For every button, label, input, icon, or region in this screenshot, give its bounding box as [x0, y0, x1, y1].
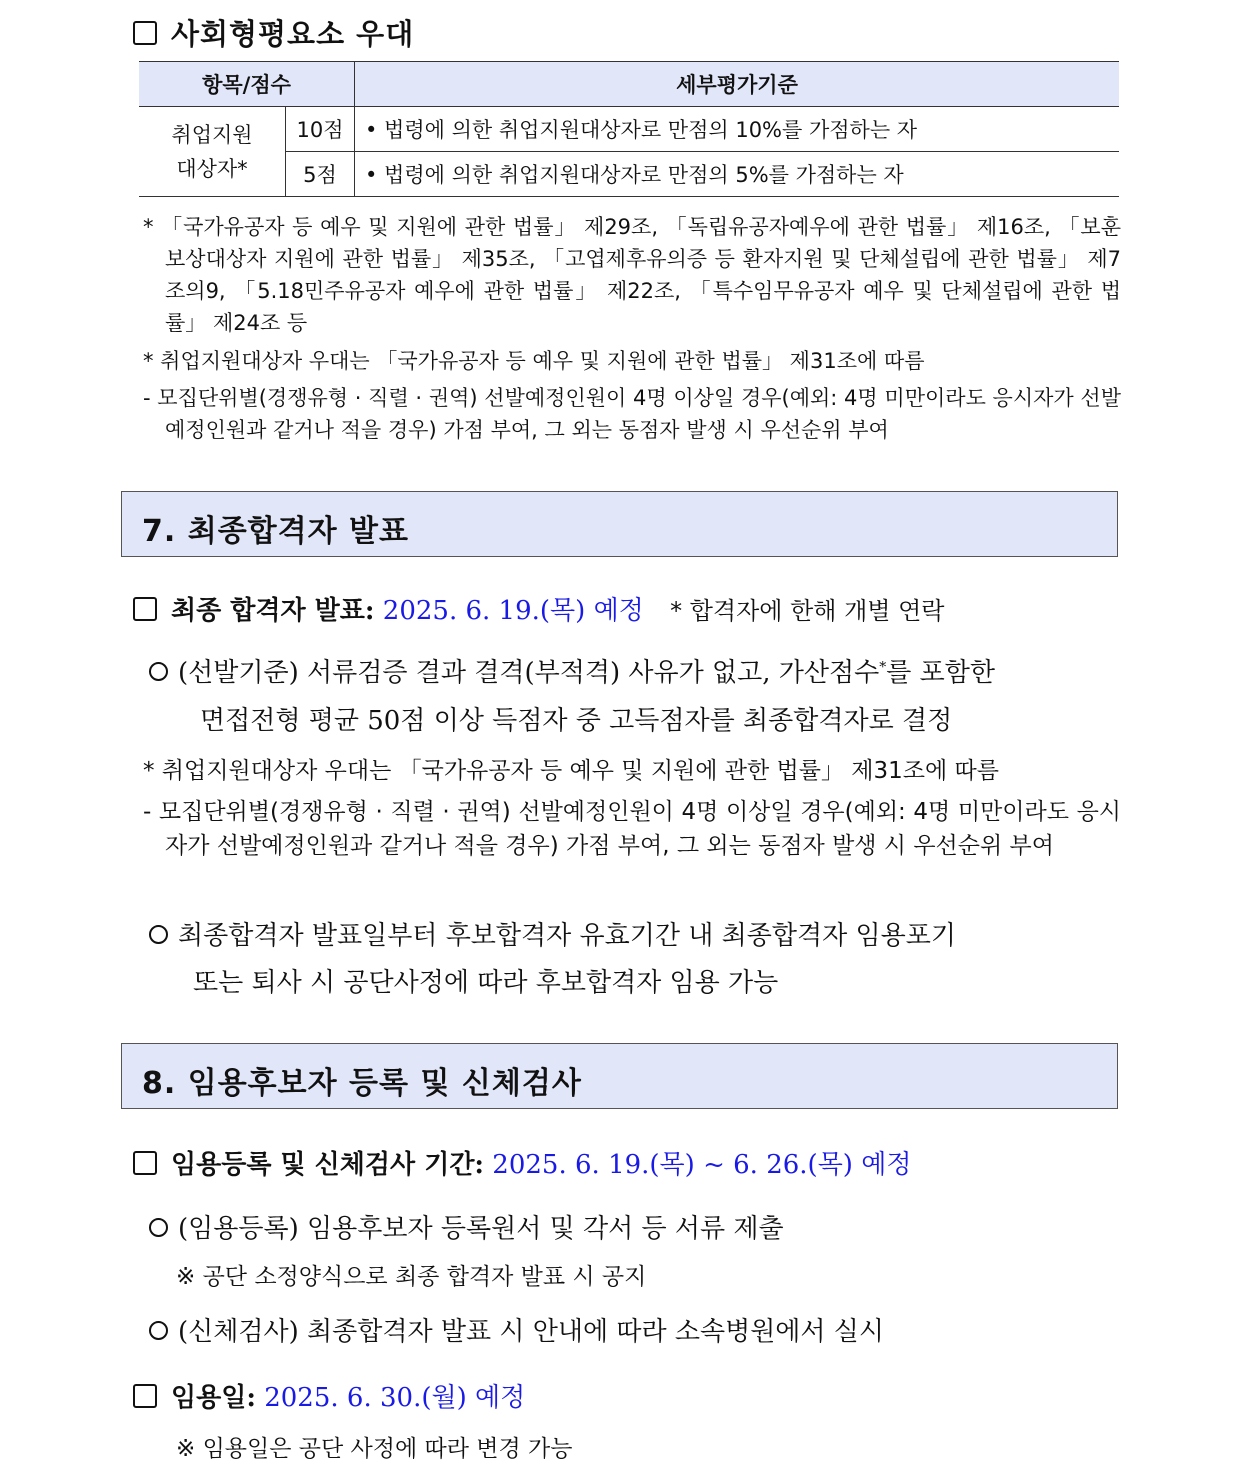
selection-criteria-line2: 면접전형 평균 50점 이상 득점자 중 고득점자를 최종합격자로 결정	[200, 706, 953, 736]
registration-line: (임용등록) 임용후보자 등록원서 및 각서 등 서류 제출	[149, 1208, 784, 1245]
reserve-line: 최종합격자 발표일부터 후보합격자 유효기간 내 최종합격자 임용포기	[149, 915, 956, 952]
bonus-rule-note: - 모집단위별(경쟁유형 · 직렬 · 권역) 선발예정인원이 4명 이상일 경우(예외: 4명 미만이라도 응시자가 선발예정인원과 같거나 적을 경우) 가점 부여, 그 외는 동점자 발생 시 우선순위 부여	[143, 386, 1121, 442]
criteria-table	[139, 61, 1119, 197]
preference-footnote: * 취업지원대상자 우대는 「국가유공자 등 예우 및 지원에 관한 법률」 제31조에 따름	[143, 349, 925, 373]
law-footnote: * 「국가유공자 등 예우 및 지원에 관한 법률」 제29조, 「독립유공자예우에 관한 법률」 제16조, 「보훈보상대상자 지원에 관한 법률」 제35조, 「고엽제후유의증 등 환자지원 및 단체설립에 관한 법률」 제7조의9, 「5.18민주유공자 예우에 관한 법률」 제22조, 「특수임무유공자 예우 및 단체설립에 관한 법률」 제24조 등	[143, 215, 1121, 335]
bonus-rule-note: - 모집단위별(경쟁유형 · 직렬 · 권역) 선발예정인원이 4명 이상일 경우(예외: 4명 미만이라도 응시자가 선발예정인원과 같거나 적을 경우) 가점 부여, 그 외는 동점자 발생 시 우선순위 부여	[143, 799, 1121, 859]
section-7-title: 7. 최종합격자 발표	[142, 514, 410, 549]
score-cell: 10점	[286, 107, 355, 152]
circle-bullet-icon	[149, 1321, 168, 1340]
announce-date: 2025. 6. 19.(목) 예정	[382, 596, 644, 626]
checkbox-square-icon	[133, 21, 157, 45]
final-announce-line	[133, 590, 944, 627]
appoint-date: 2025. 6. 30.(월) 예정	[264, 1383, 526, 1413]
checkbox-square-icon	[133, 597, 157, 621]
appointment-note: ※ 임용일은 공단 사정에 따라 변경 가능	[176, 1436, 573, 1462]
score-cell: 5점	[286, 152, 355, 197]
announce-note: * 합격자에 한해 개별 연락	[670, 597, 945, 625]
period-date: 2025. 6. 19.(목) ~ 6. 26.(목) 예정	[492, 1150, 912, 1180]
checkbox-square-icon	[133, 1384, 157, 1408]
selection-criteria-line: (선발기준) 서류검증 결과 결격(부적격) 사유가 없고, 가산점수*를 포함한	[149, 652, 995, 689]
reserve-line2: 또는 퇴사 시 공단사정에 따라 후보합격자 임용 가능	[193, 968, 779, 998]
circle-bullet-icon	[149, 662, 168, 681]
header-criteria: 세부평가기준	[355, 62, 1120, 107]
announce-label: 최종 합격자 발표:	[171, 596, 375, 626]
section-8-header	[121, 1043, 1118, 1109]
registration-period-line	[133, 1144, 911, 1181]
appoint-label: 임용일:	[171, 1383, 256, 1413]
preference-note: * 취업지원대상자 우대는 「국가유공자 등 예우 및 지원에 관한 법률」 제31조에 따름	[143, 758, 999, 784]
header-item-score: 항목/점수	[139, 62, 355, 107]
appointment-line	[133, 1377, 525, 1414]
category-cell: 취업지원 대상자*	[139, 107, 286, 197]
section-7-header	[121, 491, 1118, 557]
criteria-cell: • 법령에 의한 취업지원대상자로 만점의 10%를 가점하는 자	[355, 107, 1120, 152]
medical-exam-line: (신체검사) 최종합격자 발표 시 안내에 따라 소속병원에서 실시	[149, 1311, 884, 1348]
circle-bullet-icon	[149, 925, 168, 944]
period-label: 임용등록 및 신체검사 기간:	[171, 1150, 485, 1180]
criteria-cell: • 법령에 의한 취업지원대상자로 만점의 5%를 가점하는 자	[355, 152, 1120, 197]
circle-bullet-icon	[149, 1218, 168, 1237]
section-8-title: 8. 임용후보자 등록 및 신체검사	[142, 1066, 582, 1101]
checkbox-square-icon	[133, 1151, 157, 1175]
registration-note: ※ 공단 소정양식으로 최종 합격자 발표 시 공지	[176, 1264, 647, 1290]
social-equity-heading: 사회형평요소 우대	[133, 12, 414, 53]
